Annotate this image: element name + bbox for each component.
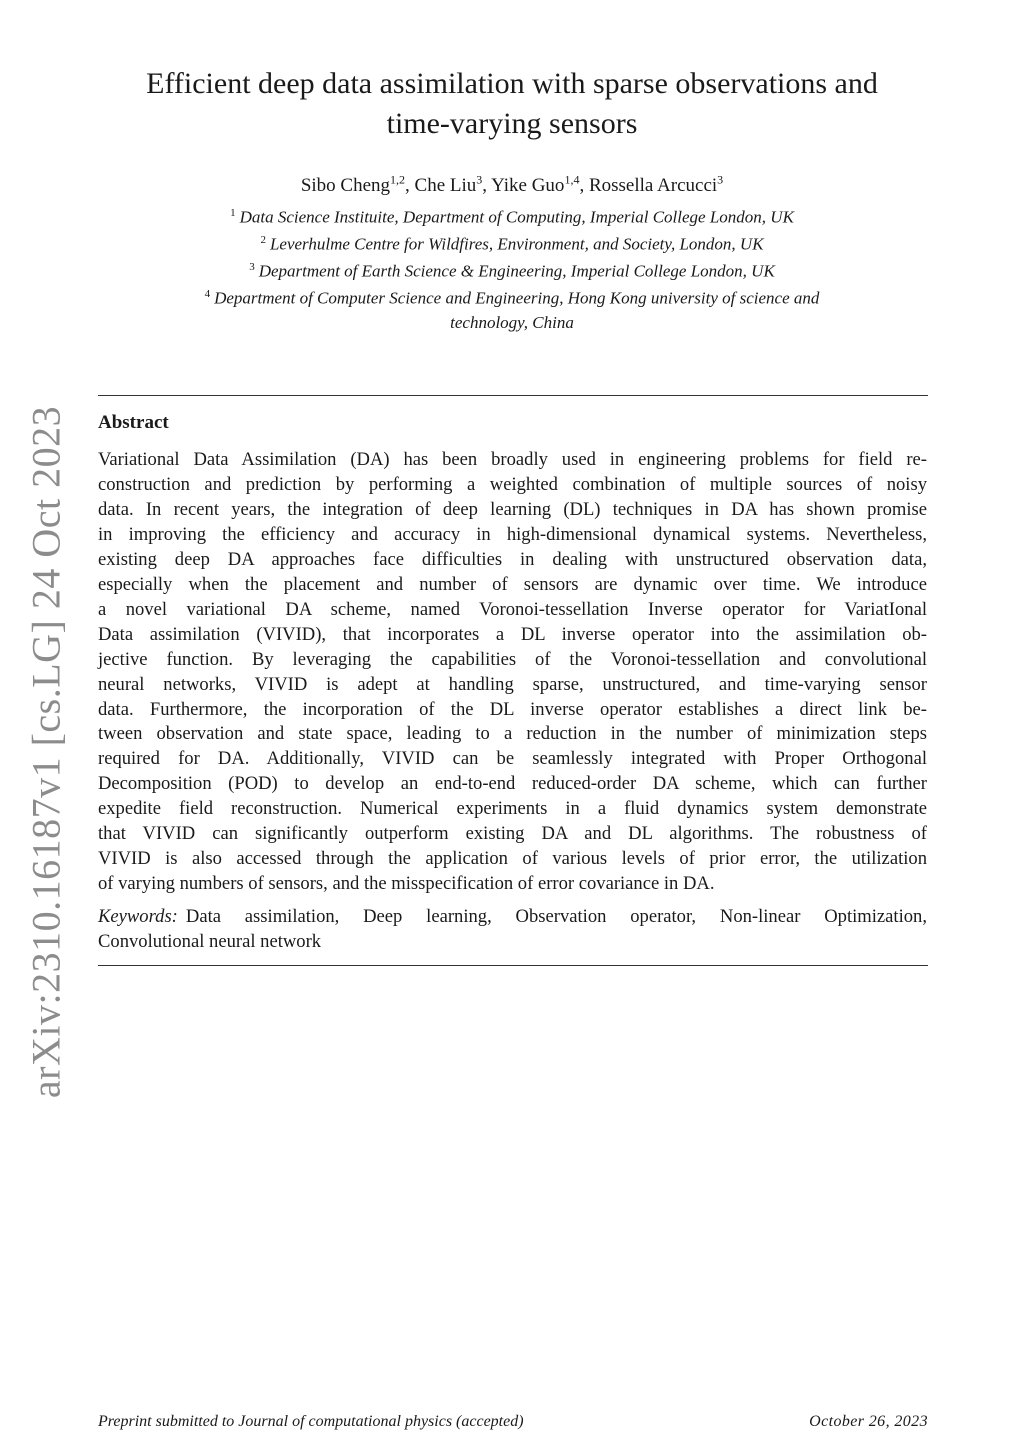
affiliation bbox=[100, 256, 924, 283]
affiliation bbox=[100, 202, 924, 229]
author bbox=[589, 175, 723, 196]
abstract-body bbox=[98, 448, 927, 897]
affiliation-continuation bbox=[100, 311, 924, 335]
abstract-line: a novel variational DA scheme, named Voronoi-tessellation Inverse operator for VariatIonal bbox=[98, 598, 927, 620]
affiliation-text: technology, China bbox=[450, 312, 574, 332]
affiliation bbox=[100, 229, 924, 256]
abstract-top-rule bbox=[98, 395, 928, 396]
abstract-line: Variational Data Assimilation (DA) has been broadly used in engineering problems for field re- bbox=[98, 449, 927, 470]
author-name: Yike Guo bbox=[491, 175, 565, 197]
author bbox=[415, 175, 492, 196]
abstract-line: especially when the placement and number of sensors are dynamic over time. We introduce bbox=[98, 573, 927, 595]
author-separator: , bbox=[482, 175, 492, 197]
abstract-line: existing deep DA approaches face difficulties in dealing with unstructured observation data, bbox=[98, 548, 927, 570]
affiliation-text: Data Science Instituite, Department of Computing, Imperial College London, UK bbox=[239, 207, 794, 227]
author-name: Che Liu bbox=[414, 175, 477, 197]
affiliation-number: 4 bbox=[204, 288, 211, 301]
affiliation-text: Leverhulme Centre for Wildfires, Environment, and Society, London, UK bbox=[269, 234, 764, 254]
keywords-line-2: Convolutional neural network bbox=[98, 930, 322, 952]
author-affiliation-marker: 3 bbox=[717, 173, 724, 187]
author-name: Sibo Cheng bbox=[300, 175, 391, 197]
abstract-line: expedite field reconstruction. Numerical experiments in a fluid dynamics system demonstrate bbox=[98, 798, 927, 820]
author-list bbox=[100, 168, 924, 198]
abstract-line: data. Furthermore, the incorporation of the DL inverse operator establishes a direct link be- bbox=[98, 698, 927, 720]
title-line-2: time-varying sensors bbox=[386, 107, 638, 140]
abstract-line: of varying numbers of sensors, and the misspecification of error covariance in DA. bbox=[98, 873, 715, 895]
abstract-bottom-rule bbox=[98, 965, 928, 966]
author-affiliation-marker: 3 bbox=[476, 173, 483, 187]
abstract-line: data. In recent years, the integration of deep learning (DL) techniques in DA has shown promise bbox=[98, 498, 927, 520]
footer-submission-note: Preprint submitted to Journal of computational physics (accepted) bbox=[98, 1413, 524, 1430]
affiliation-number: 3 bbox=[249, 261, 255, 274]
author bbox=[491, 175, 589, 196]
abstract-line: tween observation and state space, leading to a reduction in the number of minimization steps bbox=[98, 723, 927, 745]
abstract-line: in improving the efficiency and accuracy in high-dimensional dynamical systems. Nevertheless, bbox=[98, 523, 927, 545]
abstract-line: VIVID is also accessed through the application of various levels of prior error, the utilization bbox=[98, 848, 927, 870]
abstract-line: Data assimilation (VIVID), that incorporates a DL inverse operator into the assimilation ob- bbox=[98, 623, 927, 645]
keywords bbox=[98, 905, 927, 955]
abstract-line: that VIVID can significantly outperform existing DA and DL algorithms. The robustness of bbox=[98, 823, 927, 845]
affiliation-text: Department of Earth Science & Engineering, Imperial College London, UK bbox=[258, 261, 775, 281]
affiliation-number: 2 bbox=[260, 234, 266, 247]
author-affiliation-marker: 1,4 bbox=[564, 173, 580, 187]
affiliation-list bbox=[100, 202, 924, 334]
author-separator: , bbox=[405, 175, 415, 197]
abstract-line: Decomposition (POD) to develop an end-to-end reduced-order DA scheme, which can further bbox=[98, 773, 927, 795]
abstract-heading: Abstract bbox=[98, 412, 169, 433]
abstract-line: jective function. By leveraging the capabilities of the Voronoi-tessellation and convolutional bbox=[98, 648, 927, 670]
author-separator: , bbox=[579, 175, 589, 197]
keywords-label: Keywords: bbox=[98, 906, 178, 927]
abstract-line: construction and prediction by performing a weighted combination of multiple sources of noisy bbox=[98, 473, 927, 495]
abstract-line: neural networks, VIVID is adept at handling sparse, unstructured, and time-varying sensor bbox=[98, 673, 927, 695]
affiliation-number: 1 bbox=[230, 207, 236, 219]
abstract-line: required for DA. Additionally, VIVID can be seamlessly integrated with Proper Orthogonal bbox=[98, 748, 927, 770]
keywords-list: Data assimilation, Deep learning, Observation operator, Non-linear Optimization, bbox=[185, 906, 927, 927]
author-affiliation-marker: 1,2 bbox=[390, 173, 406, 187]
footer-date: October 26, 2023 bbox=[809, 1413, 928, 1430]
author bbox=[301, 175, 415, 196]
title-line-1: Efficient deep data assimilation with sparse observations and bbox=[146, 67, 878, 100]
keywords-line-1 bbox=[98, 905, 927, 930]
affiliation bbox=[100, 283, 924, 310]
arxiv-side-stamp: arXiv:2310.16187v1 [cs.LG] 24 Oct 2023 bbox=[23, 405, 69, 1099]
affiliation-text: Department of Computer Science and Engineering, Hong Kong university of science and bbox=[214, 289, 820, 309]
author-name: Rossella Arcucci bbox=[588, 175, 718, 197]
paper-title bbox=[100, 64, 924, 144]
